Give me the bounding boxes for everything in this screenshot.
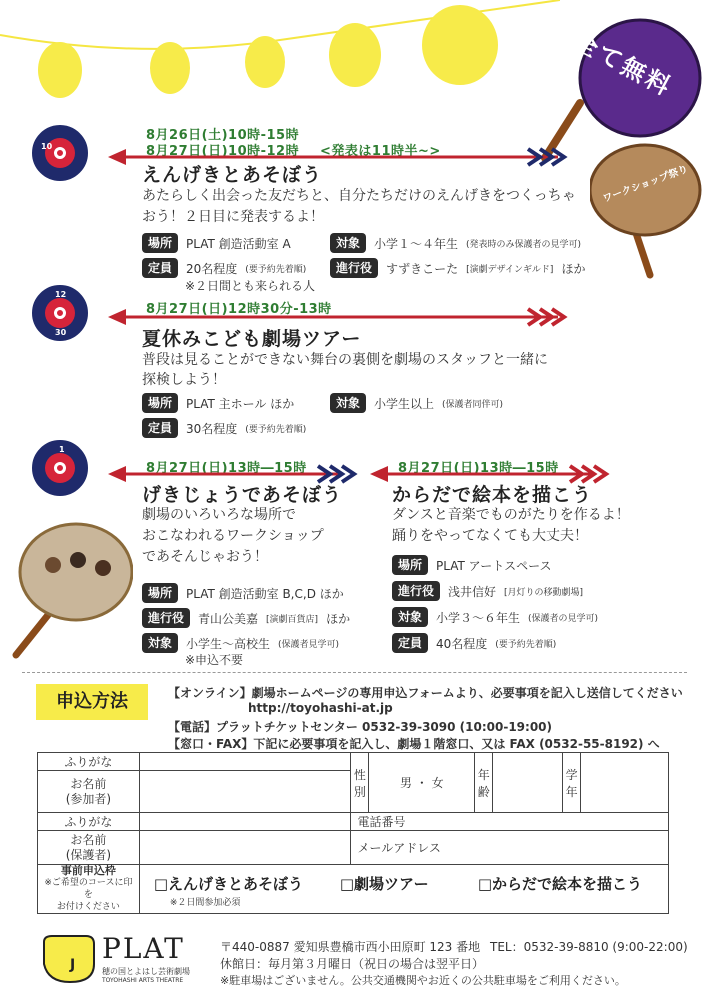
course-label-cell: 事前申込枠 ※ご希望のコースに印を お付けください bbox=[38, 865, 140, 914]
event-desc: 踊りをやってなくても大丈夫！ bbox=[392, 528, 588, 544]
event-desc: おう！２日目に発表するよ！ bbox=[142, 209, 324, 225]
event-date: 8月27日(日)12時30分-13時 bbox=[146, 302, 332, 317]
plat-logo-sub: TOYOHASHI ARTS THEATRE bbox=[102, 977, 184, 984]
target-note: (発表時のみ保護者の見学可) bbox=[466, 239, 582, 250]
target-tag: 対象 bbox=[330, 233, 366, 253]
fan-text: ワークショップ祭り bbox=[601, 163, 690, 205]
event-date: 8月27日(日)13時―15時 bbox=[146, 461, 307, 476]
guardian-name-label: お名前 (保護者) bbox=[38, 831, 140, 865]
lead-tag: 進行役 bbox=[392, 581, 440, 601]
participant-name-label: お名前 (参加者) bbox=[38, 771, 140, 813]
furigana-input[interactable] bbox=[139, 753, 351, 771]
place-tag: 場所 bbox=[392, 555, 428, 575]
place-tag: 場所 bbox=[142, 233, 178, 253]
course-checkbox[interactable]: □劇場ツアー bbox=[339, 875, 429, 893]
event-desc: あたらしく出会った友だちと、自分たちだけのえんげきをつくっちゃ bbox=[142, 188, 576, 204]
event-desc: ダンスと音楽でものがたりを作るよ！ bbox=[392, 507, 630, 523]
target-tag: 対象 bbox=[392, 607, 428, 627]
lantern-icon bbox=[329, 23, 381, 87]
phone-field[interactable]: 電話番号 bbox=[351, 813, 669, 831]
lead-value: 青山公美嘉 bbox=[198, 611, 259, 626]
gender-label: 性別 bbox=[351, 753, 369, 813]
footer-parking: ※駐車場はございません。公共交通機関やお近くの公共駐車場をご利用ください。 bbox=[220, 974, 626, 987]
event-date: 8月27日(日)10時-12時 bbox=[146, 144, 300, 159]
clock-icon: 12 30 bbox=[32, 285, 88, 341]
clock-icon: 1 bbox=[32, 440, 88, 496]
capacity-note: (要予約先着順) bbox=[245, 424, 307, 435]
apply-line: 【窓口・FAX】下記に必要事項を記入し、劇場１階窓口、又は FAX (0532-55-8192) へ bbox=[168, 737, 660, 751]
target-value: 小学生～高校生 bbox=[186, 636, 271, 651]
event-title: げきじょうであそぼう bbox=[142, 484, 343, 506]
capacity-tag: 定員 bbox=[142, 258, 178, 278]
participant-name-input[interactable] bbox=[139, 771, 351, 813]
guardian-name-input[interactable] bbox=[139, 831, 351, 865]
capacity-note: (要予約先着順) bbox=[495, 639, 557, 650]
place-value: PLAT アートスペース bbox=[436, 558, 552, 573]
apply-url[interactable]: http://toyohashi-at.jp bbox=[248, 701, 393, 715]
target-tag: 対象 bbox=[330, 393, 366, 413]
course-checkbox[interactable]: □えんげきとあそぼう bbox=[153, 875, 304, 893]
course-sub-note: ※２日間参加必須 bbox=[169, 898, 241, 908]
footer-closed: 休館日：毎月第３月曜日（祝日の場合は翌平日） bbox=[220, 957, 485, 971]
capacity-note: (要予約先着順) bbox=[245, 264, 307, 275]
event-title: 夏休みこども劇場ツアー bbox=[142, 328, 362, 350]
event-title: からだで絵本を描こう bbox=[392, 484, 593, 506]
target-extra: ※申込不要 bbox=[185, 653, 244, 667]
age-label: 年齢 bbox=[475, 753, 493, 813]
plat-logo: PLAT bbox=[102, 932, 185, 965]
target-note: (保護者の見学可) bbox=[528, 613, 599, 624]
capacity-value: 30名程度 bbox=[186, 421, 238, 436]
target-value: 小学１～４年生 bbox=[374, 236, 459, 251]
lead-note: [演劇百貨店] bbox=[266, 614, 319, 625]
grade-input[interactable] bbox=[581, 753, 669, 813]
lantern-icon bbox=[245, 36, 285, 88]
furigana-label: ふりがな bbox=[38, 753, 140, 771]
place-value: PLAT 創造活動室 A bbox=[186, 236, 291, 251]
lead-value: すずきこーた bbox=[386, 261, 459, 276]
svg-text:J: J bbox=[70, 957, 76, 973]
event-title: えんげきとあそぼう bbox=[142, 164, 323, 186]
lantern-icon bbox=[422, 5, 498, 85]
lead-value: 浅井信好 bbox=[448, 584, 497, 599]
capacity-tag: 定員 bbox=[392, 633, 428, 653]
capacity-extra: ※２日間とも来られる人 bbox=[185, 279, 316, 293]
target-tag: 対象 bbox=[142, 633, 178, 653]
place-value: PLAT 創造活動室 B,C,D ほか bbox=[186, 586, 344, 601]
mail-field[interactable]: メールアドレス bbox=[351, 831, 669, 865]
lead-note: [月灯りの移動劇場] bbox=[504, 587, 584, 598]
furigana-label: ふりがな bbox=[38, 813, 140, 831]
plat-logo-sub: 穂の国とよはし芸術劇場 bbox=[102, 967, 190, 976]
apply-heading: 申込方法 bbox=[36, 684, 148, 720]
event-desc: 劇場のいろいろな場所で bbox=[142, 507, 296, 523]
uchiwa-fan-brown bbox=[590, 140, 707, 280]
capacity-value: 20名程度 bbox=[186, 261, 238, 276]
event-desc: 探検しよう！ bbox=[142, 372, 226, 388]
event-date: 8月26日(土)10時-15時 bbox=[146, 128, 300, 143]
grade-label: 学年 bbox=[563, 753, 581, 813]
place-tag: 場所 bbox=[142, 393, 178, 413]
event-desc: 普段は見ることができない舞台の裏側を劇場のスタッフと一緒に bbox=[142, 352, 548, 368]
photo-fan bbox=[8, 520, 133, 660]
free-badge: 全て無料 bbox=[568, 26, 678, 102]
application-form bbox=[37, 752, 669, 914]
furigana-input[interactable] bbox=[139, 813, 351, 831]
lead-note: [演劇デザインギルド] bbox=[466, 264, 554, 275]
event-desc: おこなわれるワークショップ bbox=[142, 528, 324, 544]
apply-divider bbox=[22, 672, 687, 673]
lantern-garland bbox=[0, 0, 560, 120]
lead-suffix: ほか bbox=[326, 611, 351, 626]
event-date-note: <発表は11時半~> bbox=[320, 144, 441, 159]
course-checkbox[interactable]: □からだで絵本を描こう bbox=[477, 875, 643, 893]
target-note: (保護者同伴可) bbox=[442, 399, 504, 410]
clock-icon: 10 bbox=[32, 125, 88, 181]
course-options bbox=[139, 865, 668, 914]
place-tag: 場所 bbox=[142, 583, 178, 603]
age-input[interactable] bbox=[493, 753, 563, 813]
lead-suffix: ほか bbox=[561, 261, 586, 276]
target-note: (保護者見学可) bbox=[278, 639, 340, 650]
apply-line: 【電話】プラットチケットセンター 0532-39-3090 (10:00-19:00) bbox=[168, 720, 552, 734]
capacity-tag: 定員 bbox=[142, 418, 178, 438]
gender-options[interactable]: 男 ・ 女 bbox=[369, 753, 475, 813]
place-value: PLAT 主ホール ほか bbox=[186, 396, 295, 411]
footer-tel: TEL：0532-39-8810 (9:00-22:00) bbox=[490, 940, 688, 954]
footer-address: 〒440-0887 愛知県豊橋市西小田原町 123 番地 bbox=[220, 940, 481, 954]
event-desc: であそんじゃおう！ bbox=[142, 549, 268, 565]
lead-tag: 進行役 bbox=[330, 258, 378, 278]
lantern-icon bbox=[38, 42, 82, 98]
lead-tag: 進行役 bbox=[142, 608, 190, 628]
target-value: 小学３～６年生 bbox=[436, 610, 521, 625]
apply-line: 【オンライン】劇場ホームページの専用申込フォームより、必要事項を記入し送信してください bbox=[168, 686, 683, 700]
lantern-icon bbox=[150, 42, 190, 94]
capacity-value: 40名程度 bbox=[436, 636, 488, 651]
plat-logo-icon bbox=[40, 934, 96, 984]
event-date: 8月27日(日)13時―15時 bbox=[398, 461, 559, 476]
target-value: 小学生以上 bbox=[374, 396, 435, 411]
